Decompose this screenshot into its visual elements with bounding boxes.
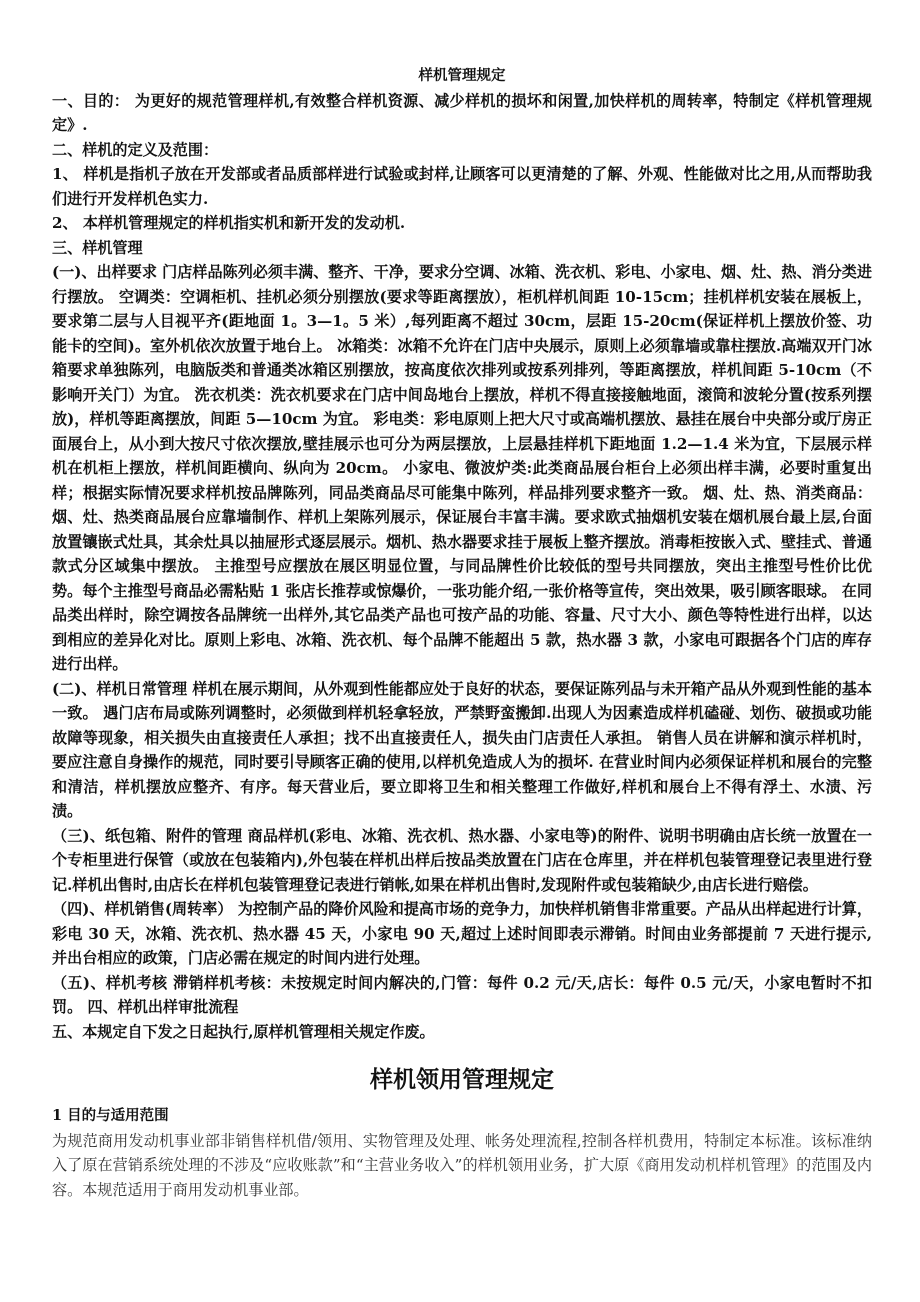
paragraph-purpose-scope: 为规范商用发动机事业部非销售样机借/领用、实物管理及处理、帐务处理流程,控制各样机费用，特制定本标准。该标准纳入了原在营销系统处理的不涉及“应收账款”和“主营业务收入”的样机领用业务，扩大原《商用发动机样机管理》的范围及内容。本规范适用于商用发动机事业部。: [52, 1131, 872, 1199]
document-title: 样机管理规定: [418, 67, 506, 84]
paragraph-definition-1: 1、 样机是指机子放在开发部或者品质部样进行试验或封样,让顾客可以更清楚的了解、外观、性能做对比之用,从而帮助我们进行开发样机色实力.: [52, 165, 872, 208]
paragraph-daily-management: (二)、样机日常管理 样机在展示期间，从外观到性能都应处于良好的状态，要保证陈列品与未开箱产品从外观到性能的基本一致。 遇门店布局或陈列调整时，必须做到样机轻拿轻放，严禁野蛮搬卸.出现人为因素造成样机磕碰、划伤、破损或功能故障等现象，相关损失由直接责任人承担；找不出直接责任人，损失由门店责任人承担。 销售人员在讲解和演示样机时，要应注意自身操作的规范，同时要引导顾客正确的使用,以样机免造成人为的损坏. 在营业时间内必须保证样机和展台的完整和清洁，样机摆放应整齐、有序。每天营业后，要立即将卫生和相关整理工作做好,样机和展台上不得有浮土、水渍、污渍。: [52, 679, 872, 820]
paragraph-display-requirements: (一)、出样要求 门店样品陈列必须丰满、整齐、干净，要求分空调、冰箱、洗衣机、彩电、小家电、烟、灶、热、消分类进行摆放。 空调类：空调柜机、挂机必须分别摆放(要求等距离摆放），柜机样机间距 10-15cm；挂机样机安装在展板上，要求第二层与人目视平齐(距地面 1。3—1。5 米）,每列距离不超过 30cm，层距 15-20cm(保证样机上摆放价签、功能卡的空间)。室外机依次放置于地台上。 冰箱类：冰箱不允许在门店中央展示，原则上必须靠墙或靠柱摆放.高端双开门冰箱要求单独陈列，电脑版类和普通类冰箱区别摆放，按高度依次排列或按系列排列，等距离摆放，样机间距 5-10cm（不影响开关门）为宜。 洗衣机类：洗衣机要求在门店中间岛地台上摆放，样机不得直接接触地面，滚筒和波轮分置(按系列摆放)，样机等距离摆放，间距 5—10cm 为宜。 彩电类：彩电原则上把大尺寸或高端机摆放、悬挂在展台中央部分或厅房正面展台上，从小到大按尺寸依次摆放,壁挂展示也可分为两层摆放，上层悬挂样机下距地面 1.2—1.4 米为宜，下层展示样机在机柜上摆放，样机间距横向、纵向为 20cm。 小家电、微波炉类:此类商品展台柜台上必须出样丰满，必要时重复出样；根据实际情况要求样机按品牌陈列，同品类商品尽可能集中陈列，样品排列要求整齐一致。 烟、灶、热、消类商品：烟、灶、热类商品展台应靠墙制作、样机上架陈列展示，保证展台丰富丰满。要求欧式抽烟机安装在烟机展台最上层,台面放置镶嵌式灶具，其余灶具以抽屉形式逐层展示。烟机、热水器要求挂于展板上整齐摆放。消毒柜按嵌入式、壁挂式、普通款式分区域集中摆放。 主推型号应摆放在展区明显位置，与同品牌性价比较低的型号共同摆放，突出主推型号性价比优势。每个主推型号商品必需粘贴 1 张店长推荐或惊爆价，一张功能介绍,一张价格等宣传，突出效果，吸引顾客眼球。 在同品类出样时，除空调按各品牌统一出样外,其它品类产品也可按产品的功能、容量、尺寸大小、颜色等特性进行出样，以达到相应的差异化对比。原则上彩电、冰箱、洗衣机、每个品牌不能超出 5 款，热水器 3 款，小家电可跟据各个门店的库存进行出样。: [52, 263, 872, 673]
document-page: [52, 64, 872, 1202]
paragraph-sample-sales: （四)、样机销售(周转率） 为控制产品的降价风险和提高市场的竞争力，加快样机销售非常重要。产品从出样起进行计算，彩电 30 天，冰箱、洗衣机、热水器 45 天，小家电 90 天,超过上述时间即表示滞销。时间由业务部提前 7 天进行提示,并出台相应的政策，门店必需在规定的时间内进行处理。: [52, 900, 872, 967]
paragraph-management-heading: 三、样机管理: [52, 238, 143, 257]
section-heading-purpose-scope: 1 目的与适用范围: [52, 1107, 169, 1124]
paragraph-effective-date: 五、本规定自下发之日起执行,原样机管理相关规定作废。: [52, 1022, 435, 1041]
paragraph-definition-heading: 二、样机的定义及范围：: [52, 140, 219, 159]
document-title-2: 样机领用管理规定: [370, 1067, 554, 1093]
paragraph-definition-2: 2、 本样机管理规定的样机指实机和新开发的发动机.: [52, 214, 406, 232]
paragraph-purpose: 一、目的： 为更好的规范管理样机,有效整合样机资源、减少样机的损坏和闲置,加快样机的周转率，特制定《样机管理规定》.: [52, 91, 872, 134]
paragraph-packaging-management: （三)、纸包箱、附件的管理 商品样机(彩电、冰箱、洗衣机、热水器、小家电等)的附件、说明书明确由店长统一放置在一个专柜里进行保管（或放在包装箱内),外包装在样机出样后按品类放置在门店在仓库里，并在样机包装管理登记表里进行登记.样机出售时,由店长在样机包装管理登记表进行销帐,如果在样机出售时,发现附件或包装箱缺少,由店长进行赔偿。: [52, 826, 872, 894]
paragraph-sample-assessment: （五)、样机考核 滞销样机考核：未按规定时间内解决的,门管：每件 0.2 元/天,店长：每件 0.5 元/天，小家电暂时不扣罚。 四、样机出样审批流程: [52, 973, 872, 1016]
